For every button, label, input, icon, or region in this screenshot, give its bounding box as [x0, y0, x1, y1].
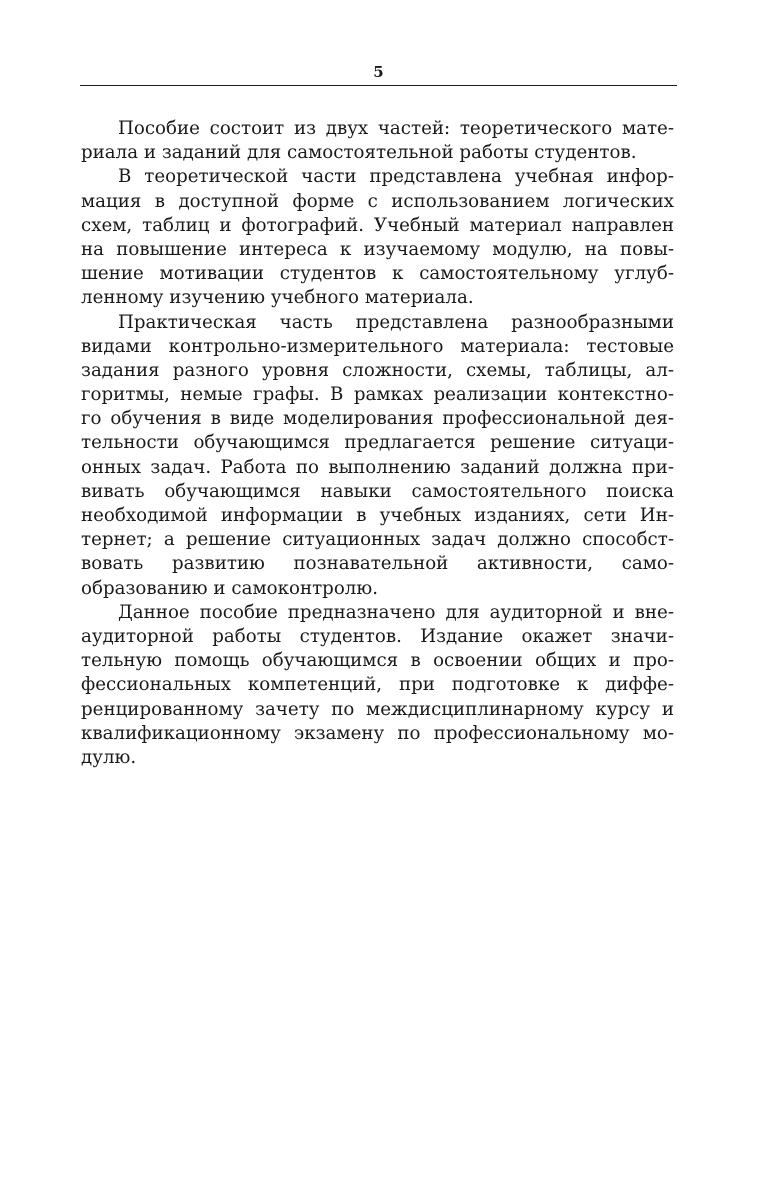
text-line: вивать обучающимся навыки самостоятельного поиска [81, 480, 674, 502]
text-line: го обучения в виде моделирования профессиональной дея- [81, 408, 674, 430]
text-line: тельности обучающимся предлагается решение ситуаци- [81, 432, 674, 454]
text-line: тернет; а решение ситуационных задач должно способст- [81, 529, 674, 551]
text-line: фессиональных компетенций, при подготовке к диффе- [81, 674, 674, 696]
text-line: на повышение интереса к изучаемому модулю, на повы- [81, 238, 674, 260]
text-line: образованию и самоконтролю. [81, 577, 379, 599]
paragraph-3 [81, 311, 674, 601]
text-line: Практическая часть представлена разнообразными [118, 311, 674, 333]
page-number: 5 [373, 63, 384, 81]
text-line: онных задач. Работа по выполнению заданий должна при- [81, 456, 674, 478]
text-line: вовать развитию познавательной активности, само- [81, 553, 674, 575]
paragraph-1 [81, 117, 674, 165]
text-line: риала и заданий для самостоятельной работы студентов. [81, 142, 637, 164]
text-line: Пособие состоит из двух частей: теоретического мате- [118, 118, 674, 139]
text-line: горитмы, немые графы. В рамках реализации контекстно- [81, 384, 674, 406]
text-line: мация в доступной форме с использованием логических [81, 190, 674, 212]
text-line: схем, таблиц и фотографий. Учебный материал направлен [81, 214, 674, 236]
text-line: аудиторной работы студентов. Издание окажет значи- [81, 625, 674, 647]
text-line: задания разного уровня сложности, схемы, таблицы, ал- [81, 359, 674, 381]
text-line: шение мотивации студентов к самостоятельному углуб- [81, 263, 674, 285]
text-line: видами контрольно-измерительного материала: тестовые [81, 335, 674, 357]
text-line: необходимой информации в учебных изданиях, сети Ин- [81, 505, 674, 526]
text-line: квалификационному экзамену по профессиональному мо- [81, 722, 674, 744]
text-line: В теоретической части представлена учебная инфор- [118, 166, 674, 188]
text-line: ленному изучению учебного материала. [81, 287, 474, 309]
text-line: Данное пособие предназначено для аудиторной и вне- [118, 601, 674, 623]
body-text [81, 117, 674, 770]
header-rule [80, 85, 677, 86]
text-line: ренцированному зачету по междисциплинарному курсу и [81, 698, 674, 720]
paragraph-4 [81, 601, 674, 770]
paragraph-2 [81, 165, 674, 310]
text-line: тельную помощь обучающимся в освоении общих и про- [81, 650, 674, 672]
text-line: дулю. [81, 746, 137, 768]
